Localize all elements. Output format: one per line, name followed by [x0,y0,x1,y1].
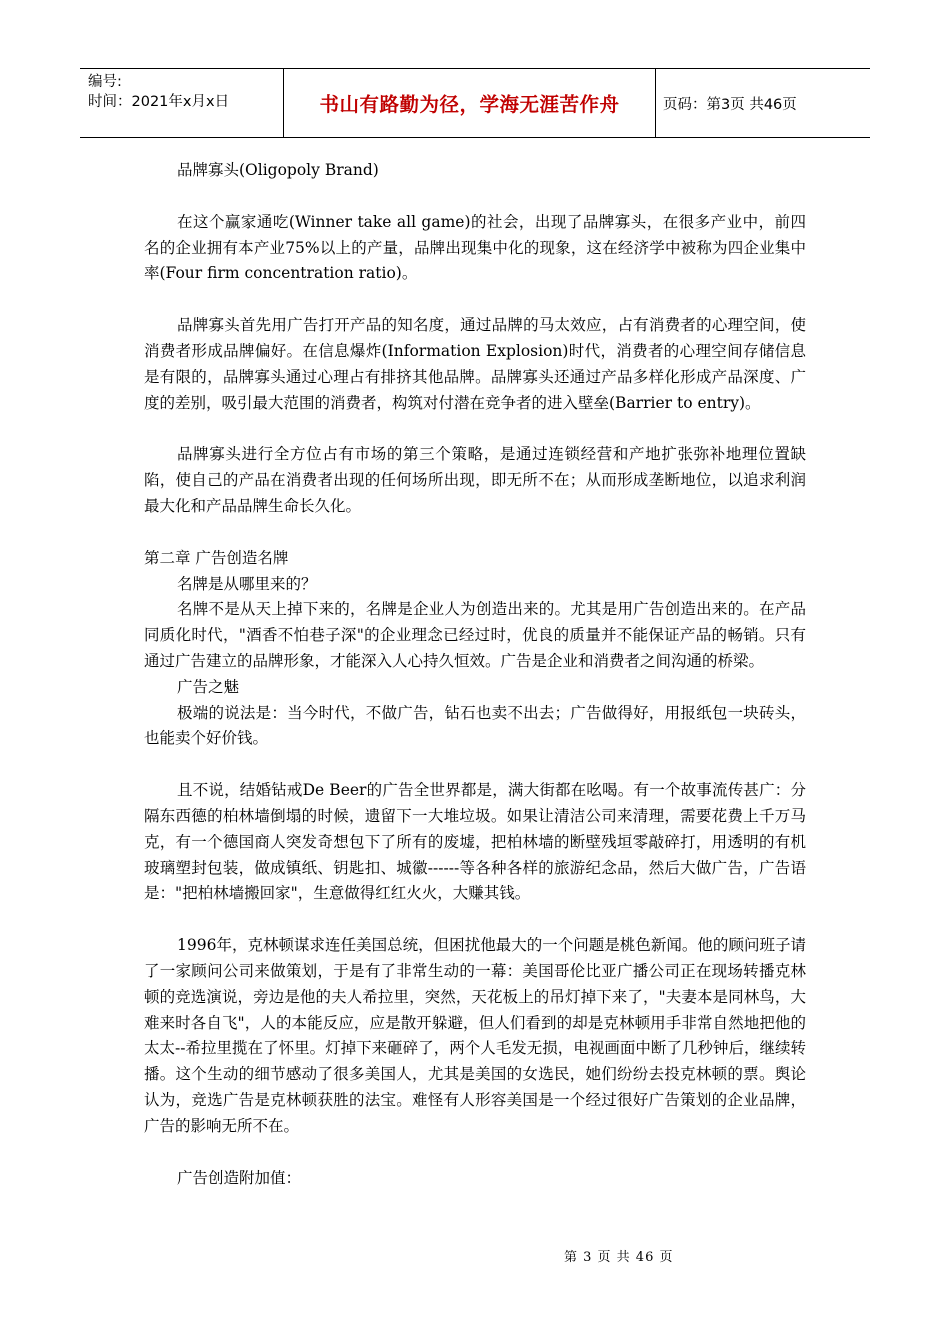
header-meta [80,69,283,137]
paragraph-spacer [144,184,806,210]
body-paragraph: 品牌寡头进行全方位占有市场的第三个策略，是通过连锁经营和产地扩张弥补地理位置缺陷，使自己的产品在消费者出现的任何场所出现，即无所不在；从而形成垄断地位，以追求利润最大化和产品品牌生命长久化。 [144,445,806,515]
body-paragraph: 1996年，克林顿谋求连任美国总统，但困扰他最大的一个问题是桃色新闻。他的顾问班子请了一家顾问公司来做策划，于是有了非常生动的一幕：美国哥伦比亚广播公司正在现场转播克林顿的竞选演说，旁边是他的夫人希拉里，突然，天花板上的吊灯掉下来了，"夫妻本是同林鸟，大难来时各自飞"，人的本能反应，应是散开躲避，但人们看到的却是克林顿用手非常自然地把他的太太--希拉里揽在了怀里。灯掉下来砸碎了，两个人毛发无损，电视画面中断了几秒钟后，继续转播。这个生动的细节感动了很多美国人，尤其是美国的女选民，她们纷纷去投克林顿的票。舆论认为，竞选广告是克林顿获胜的法宝。难怪有人形容美国是一个经过很好广告策划的企业品牌，广告的影响无所不在。 [144,936,806,1135]
paragraph-spacer [144,287,806,313]
body-paragraph: 品牌寡头(Oligopoly Brand) [177,161,379,179]
body-paragraph: 广告之魅 [177,677,240,696]
page-header [80,68,870,138]
paragraph-spacer [144,1140,806,1166]
page-footer: 第 3 页 共 46 页 [564,1250,674,1265]
paragraph-spacer [144,520,806,546]
document-body [144,158,806,1191]
paragraph-spacer [144,416,806,442]
body-paragraph: 品牌寡头首先用广告打开产品的知名度，通过品牌的马太效应，占有消费者的心理空间，使消费者形成品牌偏好。在信息爆炸(Information Explosion)时代，消费者的心理空间存储信息是有限的，品牌寡头通过心理占有排挤其他品牌。品牌寡头还通过产品多样化形成产品深度、广度的差别，吸引最大范围的消费者，构筑对付潜在竞争者的进入壁垒(Barrier to entry)。 [144,316,806,412]
body-paragraph: 名牌不是从天上掉下来的，名牌是企业人为创造出来的。尤其是用广告创造出来的。在产品同质化时代，"酒香不怕巷子深"的企业理念已经过时，优良的质量并不能保证产品的畅销。只有通过广告建立的品牌形象，才能深入人心持久恒效。广告是企业和消费者之间沟通的桥梁。 [144,600,806,670]
body-paragraph: 且不说，结婚钻戒De Beer的广告全世界都是，满大街都在吆喝。有一个故事流传甚广：分隔东西德的柏林墙倒塌的时候，遗留下一大堆垃圾。如果让清洁公司来清理，需要花费上千万马克，有一个德国商人突发奇想包下了所有的废墟，把柏林墙的断壁残垣零敲碎打，用透明的有机玻璃塑封包装，做成镇纸、钥匙扣、城徽------等各种各样的旅游纪念品，然后大做广告，广告语是："把柏林墙搬回家"，生意做得红红火火，大赚其钱。 [144,781,806,903]
header-motto: 书山有路勤为径，学海无涯苦作舟 [283,69,656,137]
header-page-info: 页码：第3页 共46页 [663,96,797,113]
body-paragraph: 广告创造附加值： [177,1168,302,1187]
paragraph-spacer [144,907,806,933]
body-paragraph: 名牌是从哪里来的？ [177,574,317,593]
chapter-heading: 第二章 广告创造名牌 [144,548,289,567]
body-paragraph: 极端的说法是：当今时代，不做广告，钻石也卖不出去；广告做得好，用报纸包一块砖头，也能卖个好价钱。 [144,703,806,748]
paragraph-spacer [144,752,806,778]
date-line: 时间：2021年x月x日 [88,94,230,110]
body-paragraph: 在这个赢家通吃(Winner take all game)的社会，出现了品牌寡头，在很多产业中，前四名的企业拥有本产业75%以上的产量，品牌出现集中化的现象，这在经济学中被称为四企业集中率(Four firm concentration ratio)。 [144,212,806,283]
serial-label: 编号: [88,74,122,90]
